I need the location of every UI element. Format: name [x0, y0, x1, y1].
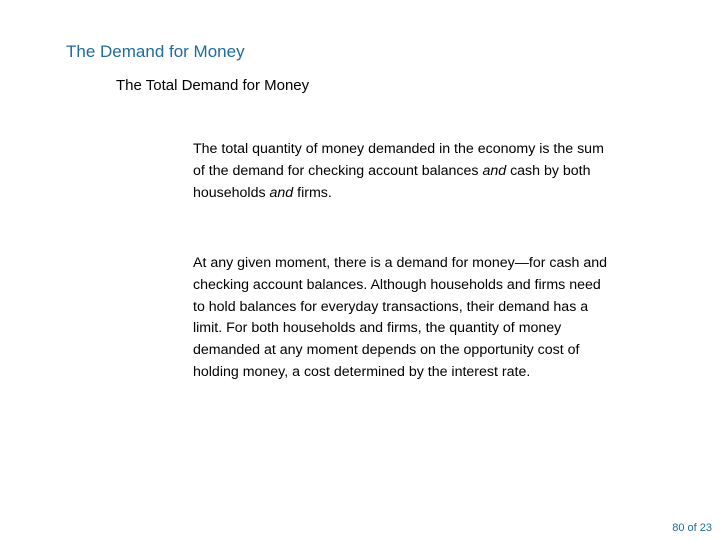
page-number: 80 of 23	[672, 522, 712, 534]
paragraph-text: The total quantity of money demanded in the economy is the sum of the demand for checking account balances	[193, 141, 604, 179]
paragraph-explanation: At any given moment, there is a demand for money—for cash and checking account balances. Although households and firms need to hold balances for everyday transactions, their demand has a limit. For both households and firms, the quantity of money demanded at any moment depends on the opportunity cost of holding money, a cost determined by the interest rate.	[193, 255, 608, 380]
paragraph-text: firms.	[293, 184, 332, 201]
slide-subtitle: The Total Demand for Money	[116, 77, 310, 94]
paragraph-text: cash by both households	[193, 162, 591, 201]
emphasis-and: and	[269, 184, 294, 201]
paragraph-definition	[193, 139, 613, 204]
slide-title: The Demand for Money	[66, 42, 245, 61]
emphasis-and: and	[482, 162, 507, 179]
